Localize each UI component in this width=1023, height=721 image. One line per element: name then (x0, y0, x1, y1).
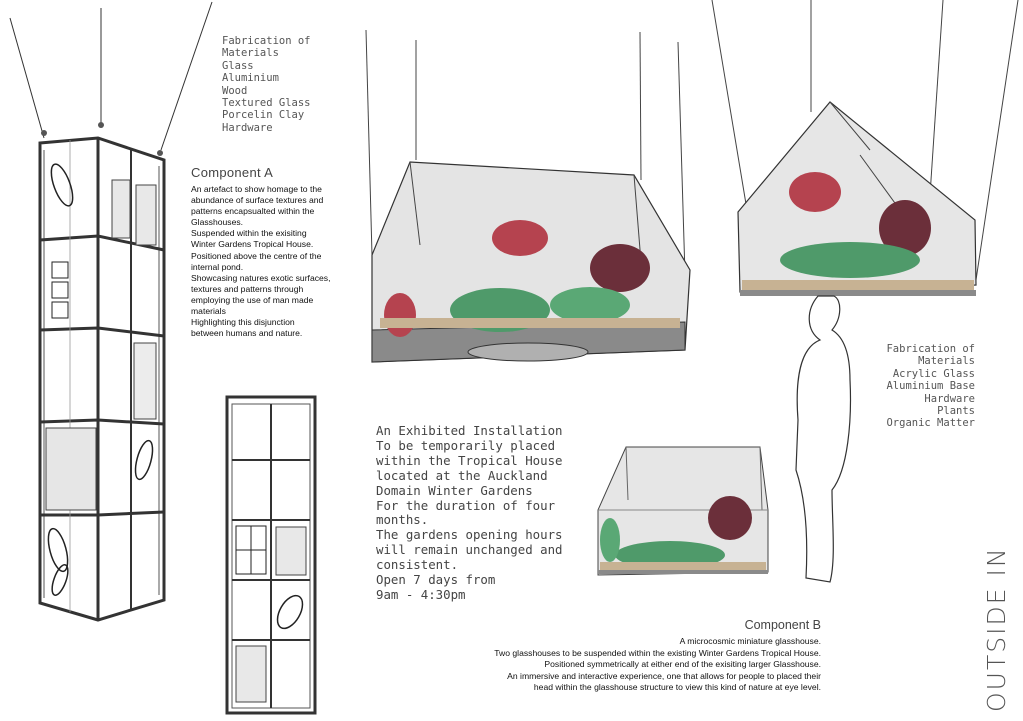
installation-line: For the duration of four (376, 497, 556, 513)
materials-list-a (222, 35, 311, 134)
installation-line: The gardens opening hours (376, 527, 563, 543)
materials-a-item: Hardware (222, 121, 273, 134)
component-a-title: Component A (191, 165, 274, 180)
component-a-line: Glasshouses. (191, 217, 244, 228)
installation-line: 9am - 4:30pm (376, 586, 466, 602)
installation-line: within the Tropical House (376, 452, 563, 468)
materials-b-item: Organic Matter (886, 417, 975, 430)
component-b-description (494, 636, 821, 694)
component-a-line: between humans and nature. (191, 328, 303, 339)
installation-line: located at the Auckland (376, 467, 548, 483)
component-a-line: Winter Gardens Tropical House. (191, 239, 314, 250)
materials-b-item: Hardware (924, 392, 975, 405)
component-a-line: employing the use of man made (191, 294, 314, 305)
component-b-line: Positioned symmetrically at either end of the exisiting larger Glasshouse. (544, 659, 821, 670)
component-b-line: An immersive and interactive experience, one that allows for people to placed their (507, 670, 821, 681)
component-b-line: head within the glasshouse structure to view this kind of nature at eye level. (533, 682, 821, 693)
installation-line: will remain unchanged and (376, 542, 563, 558)
installation-line: An Exhibited Installation (376, 423, 563, 438)
materials-list-b (886, 343, 975, 430)
component-a-line: internal pond. (191, 261, 244, 272)
component-a-description (191, 184, 330, 339)
materials-b-title-2: Materials (918, 355, 975, 368)
materials-b-title-1: Fabrication of (886, 343, 975, 355)
component-a-line: materials (191, 306, 226, 317)
component-a-line: abundance of surface textures and (191, 195, 324, 206)
installation-line: consistent. (376, 557, 459, 573)
materials-a-item: Porcelin Clay (222, 109, 305, 122)
installation-line: Open 7 days from (376, 572, 496, 588)
installation-line: To be temporarily placed (376, 437, 556, 453)
component-b-line: Two glasshouses to be suspended within the existing Winter Gardens Tropical House. (494, 647, 821, 658)
component-a-line: textures and patterns through (191, 283, 304, 294)
materials-a-item: Wood (222, 84, 248, 97)
component-b-line: A microcosmic miniature glasshouse. (679, 636, 821, 646)
component-a-line: Showcasing natures exotic surfaces, (191, 272, 331, 283)
component-a-line: Suspended within the exisiting (191, 228, 307, 239)
component-a-line: Highlighting this disjunction (191, 317, 295, 328)
vertical-title: OUTSIDE IN (982, 546, 1011, 712)
materials-b-item: Acrylic Glass (892, 367, 975, 380)
component-a-line: Positioned above the centre of the (191, 250, 322, 261)
materials-a-title-2: Materials (222, 47, 279, 60)
component-a-line: patterns encapsualted within the (191, 206, 315, 217)
materials-a-item: Textured Glass (222, 97, 311, 110)
materials-a-title-1: Fabrication of (222, 35, 311, 47)
materials-b-item: Aluminium Base (886, 380, 975, 393)
component-b-title: Component B (744, 618, 821, 632)
component-a-line: An artefact to show homage to the (191, 184, 322, 194)
materials-b-item: Plants (937, 405, 975, 418)
installation-line: months. (376, 512, 429, 528)
materials-a-item: Glass (222, 59, 254, 72)
materials-a-item: Aluminium (222, 72, 279, 85)
installation-line: Domain Winter Gardens (376, 482, 533, 498)
installation-description (376, 424, 563, 603)
